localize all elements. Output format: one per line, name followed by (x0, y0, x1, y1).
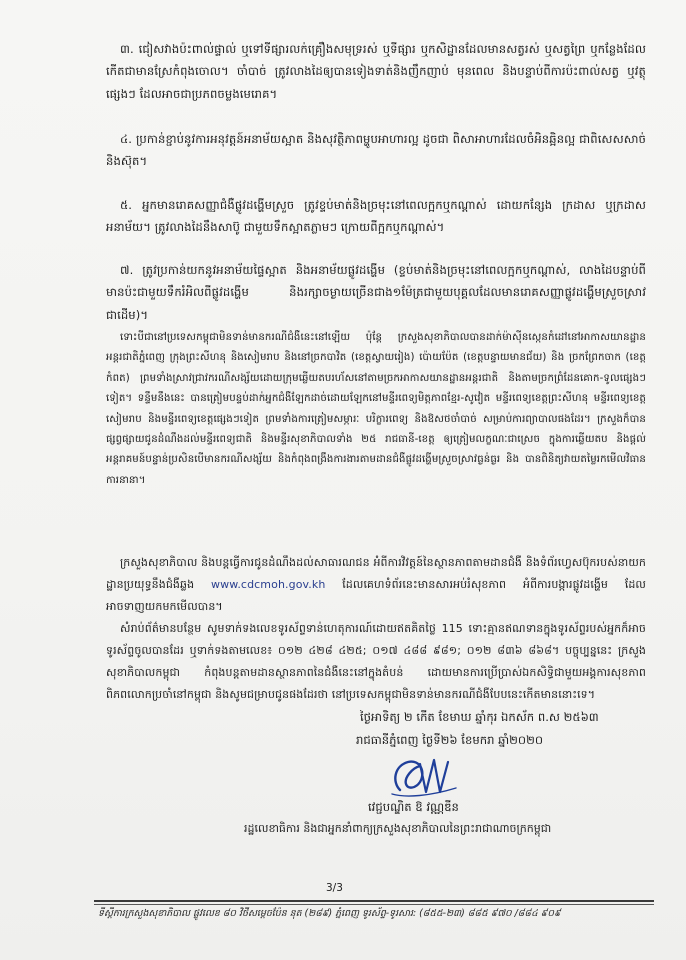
paragraph-contact-hotline (106, 618, 646, 706)
paragraph-ministry-measures (106, 328, 646, 491)
paragraph-text: ៥. អ្នកមានរោគសញ្ញាជំងឺផ្លូវដង្ហើមស្រួច ត្រូវខ្ទប់មាត់និងច្រមុះនៅពេលក្អកឬកណ្តាស់ ដោយកន្សែង ក្រដាស ឬក្រដាសអនាម័យ។ ត្រូវលាងដៃនឹងសាប៊ូ ជាមួយទឹកស្អាតភ្លាមៗ ក្រោយពីក្អកឬកណ្តាស់។ (106, 198, 646, 235)
paragraph-text: ៤. ប្រកាន់ខ្ជាប់នូវការអនុវត្តន៍អនាម័យស្អាត និងសុវត្ថិភាពម្ហូបអាហារល្អ ដូចជា ពិសាអាហារដែលចំអិនឆ្អិនល្អ ជាពិសេសសាច់ និងស៊ុត។ (106, 132, 646, 169)
footer-divider (94, 900, 654, 902)
paragraph-item-3 (106, 38, 646, 105)
signer-name: វេជ្ជបណ្ឌិត ឱ វណ្ណឌីន (368, 800, 459, 814)
date-solar: រាជធានីភ្នំពេញ ថ្ងៃទី២៦ ខែមករា ឆ្នាំ២០២០ (356, 733, 544, 747)
paragraph-text: សំរាប់ព័ត៌មានបន្ថែម សូមទាក់ទងលេខទូរស័ព្ទទាន់ហេតុការណ៍ដោយឥតគិតថ្លៃ 115 ទោះគ្មានឥណទានក្នុងទូរស័ព្ទរបស់អ្នកក៏អាចទូរស័ព្ទចូលបានដែរ ឬទាក់ទងតាមលេខ៖ ០១២ ៤២៨ ៤២៥; ០១៧ ៤៨៨ ៩៨១; ០១២ ៨៣៦ ៨៦៨។ បច្ចុប្បន្ននេះ ក្រសួងសុខាភិបាលកម្ពុជា កំពុងបន្តតាមដានស្ថានភាពនៃជំងឺនេះនៅក្នុងតំបន់ ដោយមានការប្រើប្រាស់ឯកសិទ្ធិជាមួយអង្គការសុខភាពពិភពលោកប្រចាំនៅកម្ពុជា និងសូមជម្រាបជូនផងដែរថា នៅប្រទេសកម្ពុជាមិនទាន់មានករណីជំងឺបែបនេះកើតមាននោះទេ។ (106, 622, 646, 701)
paragraph-item-7 (106, 259, 646, 326)
signature-image (386, 752, 466, 800)
paragraph-item-4 (106, 128, 646, 173)
paragraph-item-5 (106, 194, 646, 239)
website-link[interactable]: www.cdcmoh.gov.kh (211, 578, 326, 591)
footer-divider (94, 904, 654, 905)
footer-address: ទីស្តីការក្រសួងសុខាភិបាល ផ្លូវលេខ ៨០ វិថីសម្តេចប៉ែន នុត (២៨៩) ភ្នំពេញ ទូរស័ព្ទ-ទូរសារ: (៨៥៥-២៣) ៨៨៥ ៩៧០ /៨៨៤ ៩០៩ (98, 908, 561, 919)
page-number: 3/3 (326, 882, 343, 894)
paragraph-text: ៧. ត្រូវប្រកាន់យកនូវអនាម័យផ្ទៃស្អាត និងអនាម័យផ្លូវដង្ហើម (ខ្ទប់មាត់និងច្រមុះនៅពេលក្អកឬកណ្តាស់, លាងដៃបន្ទាប់ពីមានប៉ះជាមួយទឹករំអិលពីផ្លូវដង្ហើម និងរក្សាចម្ងាយច្រើនជាង១ម៉ែត្រជាមួយបុគ្គលដែលមានរោគសញ្ញាផ្លូវដង្ហើមស្រួចស្រាវ ជាដើម)។ (106, 263, 646, 322)
paragraph-text: ក្រសួងសុខាភិបាល និងបន្តធ្វើការជូនដំណឹងដល់សាធារណជន អំពីការវិវត្តន៍នៃស្ថានភាពតាមដានជំងឺ និងទំព័រហ្វេសប៊ុករបស់នាយកដ្ឋានប្រយុទ្ធនឹងជំងឺឆ្លង (106, 556, 646, 591)
signer-title: រដ្ឋលេខាធិការ និងជាអ្នកនាំពាក្យក្រសួងសុខាភិបាលនៃព្រះរាជាណាចក្រកម្ពុជា (244, 822, 552, 835)
paragraph-text: ដែលគេហទំព័រនេះមានសារអប់រំសុខភាព អំពីការបង្ការផ្លូវដង្ហើម ដែលអាចទាញយកមកមើលបាន។ (106, 578, 646, 613)
paragraph-text: ៣. ជៀសវាងប៉ះពាល់ផ្ទាល់ ឬទៅទីផ្សារលក់គ្រឿងសមុទ្ររស់ ឬទីផ្សារ ឬកសិដ្ឋានដែលមានសត្វរស់ ឬសត្វព្រៃ ឬកន្លែងដែលកើតជាមានស្រែកំពុងចោល។ ចាំបាច់ ត្រូវលាងដៃឲ្យបានទៀងទាត់និងញឹកញាប់ មុនពេល និងបន្ទាប់ពីការប៉ះពាល់សត្វ ឬវត្ថុផ្សេងៗ ដែលអាចជាប្រភពចម្លងមេរោគ។ (106, 42, 646, 101)
date-lunar: ថ្ងៃអាទិត្យ ២ កើត ខែមាឃ ឆ្នាំកុរ ឯកស័ក ព.ស ២៥៦៣ (360, 710, 599, 724)
paragraph-public-information (106, 552, 646, 618)
paragraph-text: ទោះបីជានៅប្រទេសកម្ពុជាមិនទាន់មានករណីជំងឺនេះនៅឡើយ ប៉ុន្តែ ក្រសួងសុខាភិបាលបានដាក់ម៉ាស៊ីនស្កេនកំដៅនៅអាកាសយានដ្ឋានអន្តរជាតិភ្នំពេញ ក្រុងព្រះសីហនុ និងសៀមរាប និងនៅច្រកបាវិត (ខេត្តស្វាយរៀង) ប៉ោយប៉ែត (ខេត្តបន្ទាយមានជ័យ) និង ច្រកព្រែកចាក (ខេត្តកំពត) ព្រមទាំងស្រាវជ្រាវករណីសង្ស័យដោយក្រុមឆ្លើយតបរហ័សនៅតាមច្រកអាកាសយានដ្ឋានអន្តរជាតិ និងតាមច្រកព្រំដែនគោក-ទូលផ្សេងៗទៀត។ ទន្ទឹមនឹងនេះ បានត្រៀមបន្ទប់ដាក់អ្នកជំងឺឡែកដាច់ដោយឡែកនៅមន្ទីរពេទ្យមិត្តភាពខ្មែរ-សូវៀត មន្ទីរពេទ្យខេត្តព្រះសីហនុ មន្ទីរពេទ្យខេត្តសៀមរាប និងមន្ទីរពេទ្យខេត្តផ្សេងៗទៀត ព្រមទាំងការត្រៀមសម្ភារៈ បរិក្ខារពេទ្យ និងឱសថចាំបាច់ សម្រាប់ការព្យាបាលផងដែរ។ ក្រសួងក៏បានផ្សព្វផ្សាយជូនដំណឹងដល់មន្ទីរពេទ្យជាតិ និងមន្ទីរសុខាភិបាលទាំង ២៥ រាជធានី-ខេត្ត ឲ្យត្រៀមលក្ខណៈជាស្រេច ក្នុងការឆ្លើយតប និងផ្តល់អន្តរាគមន៍បន្ទាន់ប្រសិនបើមានករណីសង្ស័យ និងកំពុងពង្រឹងការងារតាមដានជំងឺផ្លូវដង្ហើមស្រួចស្រាវធ្ងន់ធ្ងរ និង បានពិនិត្យវាយតម្លៃរកមើលវិធានការនានា។ (106, 332, 646, 486)
date-block (356, 706, 660, 752)
